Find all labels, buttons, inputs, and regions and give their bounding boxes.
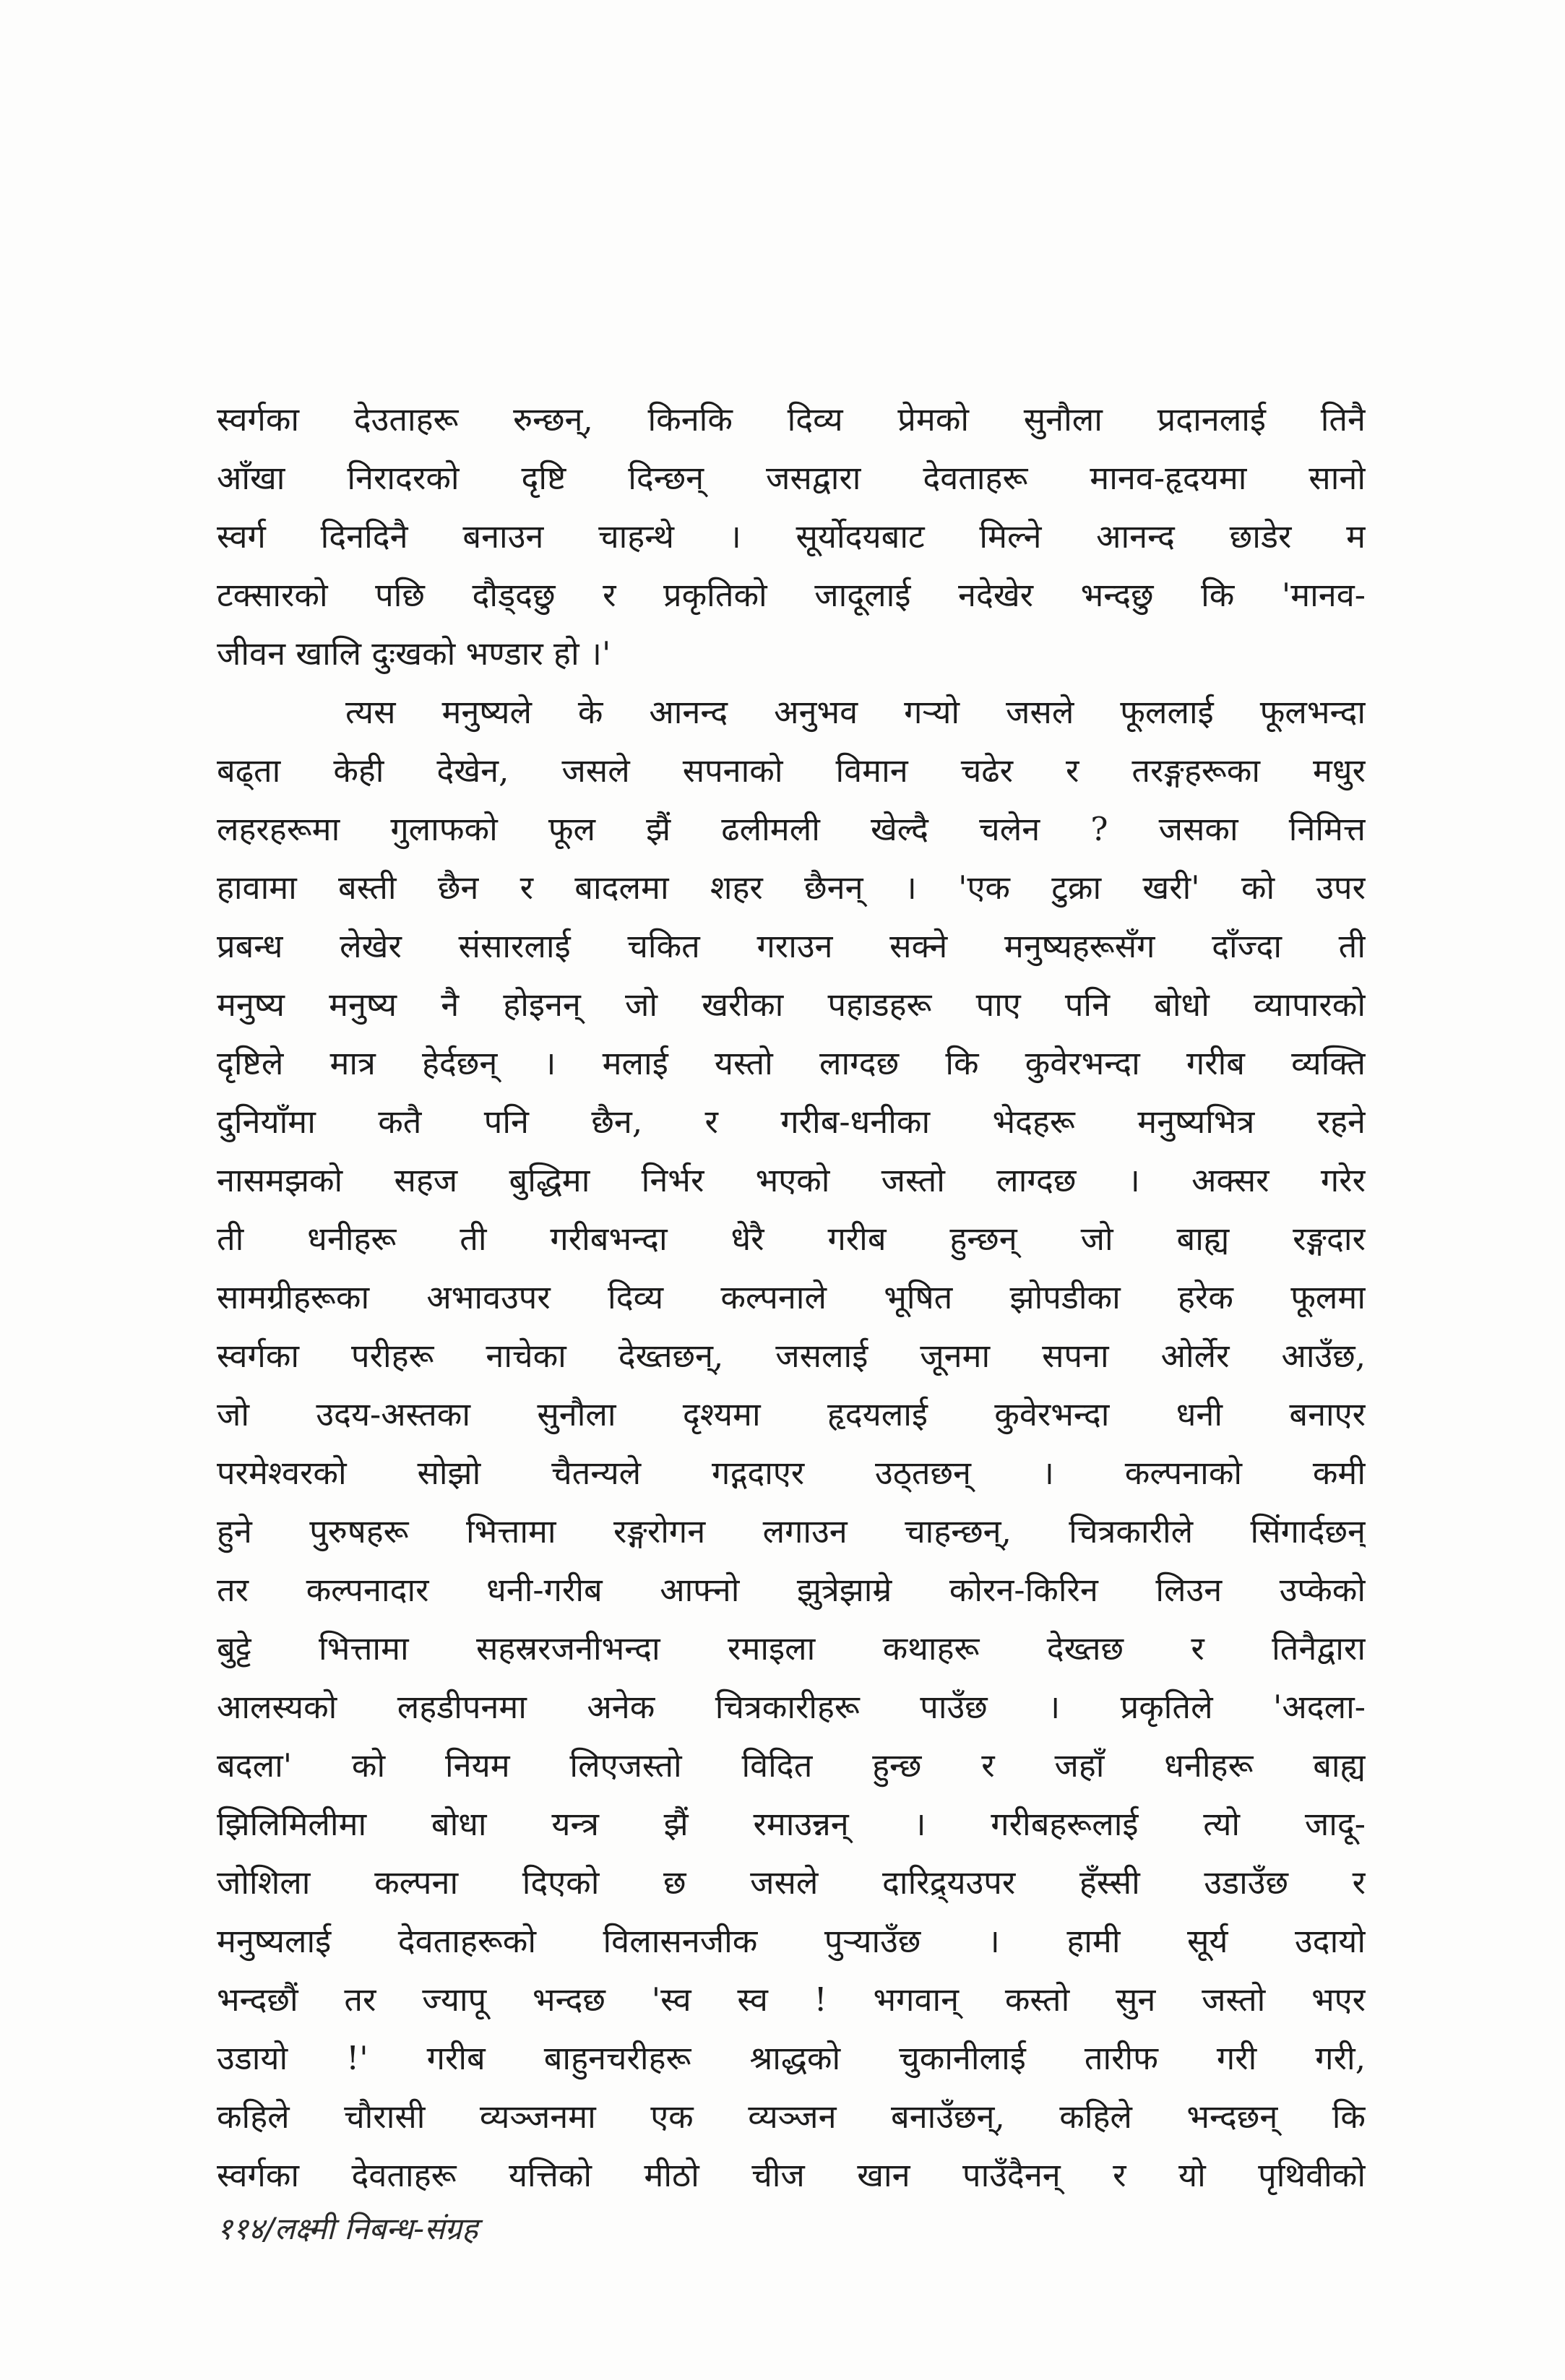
text-line: आँखा निरादरको दृष्टि दिन्छन् जसद्वारा देवताहरू मानव-हृदयमा सानो — [217, 459, 1366, 497]
text-line: हुने पुरुषहरू भित्तामा रङ्गरोगन लगाउन चाहन्छन्, चित्रकारीले सिंगार्दछन् — [217, 1512, 1366, 1551]
text-line: लहरहरूमा गुलाफको फूल झैं ढलीमली खेल्दै चलेन ? जसका निमित्त — [217, 810, 1366, 848]
text-line: मनुष्य मनुष्य नै होइनन् जो खरीका पहाडहरू पाए पनि बोधो व्यापारको — [217, 986, 1366, 1024]
text-line: टक्सारको पछि दौड्दछु र प्रकृतिको जादूलाई नदेखेर भन्दछु कि 'मानव- — [217, 576, 1366, 614]
page-number: ११४ — [217, 2211, 264, 2246]
text-line: बदला' को नियम लिएजस्तो विदित हुन्छ र जहाँ धनीहरू बाह्य — [217, 1746, 1366, 1785]
text-line: नासमझको सहज बुद्धिमा निर्भर भएको जस्तो लाग्दछ । अक्सर गरेर — [217, 1161, 1366, 1199]
text-line: दृष्टिले मात्र हेर्दछन् । मलाई यस्तो लाग्दछ कि कुवेरभन्दा गरीब व्यक्ति — [217, 1044, 1366, 1082]
text-line: भन्दछौं तर ज्यापू भन्दछ 'स्व स्व ! भगवान् कस्तो सुन जस्तो भएर — [217, 1980, 1366, 2019]
text-line: बढ्ता केही देखेन, जसले सपनाको विमान चढेर र तरङ्गहरूका मधुर — [217, 751, 1366, 790]
book-title: लक्ष्मी निबन्ध-संग्रह — [274, 2211, 478, 2246]
text-line: त्यस मनुष्यले के आनन्द अनुभव गर्‍यो जसले फूललाई फूलभन्दा — [345, 693, 1366, 731]
text-line: जो उदय-अस्तका सुनौला दृश्यमा हृदयलाई कुवेरभन्दा धनी बनाएर — [217, 1395, 1366, 1433]
text-line: सामग्रीहरूका अभावउपर दिव्य कल्पनाले भूषित झोपडीका हरेक फूलमा — [217, 1278, 1366, 1316]
text-line: आलस्यको लहडीपनमा अनेक चित्रकारीहरू पाउँछ । प्रकृतिले 'अदला- — [217, 1688, 1366, 1726]
footer-separator: / — [264, 2211, 275, 2246]
text-line: प्रबन्ध लेखेर संसारलाई चकित गराउन सक्ने मनुष्यहरूसँग दाँज्दा ती — [217, 927, 1366, 965]
page-footer — [217, 2207, 478, 2249]
text-line: बुट्टे भित्तामा सहस्ररजनीभन्दा रमाइला कथाहरू देख्तछ र तिनैद्वारा — [217, 1629, 1366, 1668]
body-text — [217, 390, 1366, 2204]
text-line: स्वर्गका देउताहरू रुन्छन्, किनकि दिव्य प्रेमको सुनौला प्रदानलाई तिनै — [217, 400, 1366, 439]
text-line: ती धनीहरू ती गरीबभन्दा धेरै गरीब हुन्छन् जो बाह्य रङ्गदार — [217, 1220, 1366, 1258]
text-line: तर कल्पनादार धनी-गरीब आफ्नो झुत्रेझाम्रे कोरन-किरिन लिउन उप्केको — [217, 1571, 1366, 1609]
text-line: मनुष्यलाई देवताहरूको विलासनजीक पुऱ्याउँछ । हामी सूर्य उदायो — [217, 1922, 1366, 1960]
text-line: जोशिला कल्पना दिएको छ जसले दारिद्र्यउपर हँस्सी उडाउँछ र — [217, 1863, 1366, 1902]
text-line: हावामा बस्ती छैन र बादलमा शहर छैनन् । 'एक टुक्रा खरी' को उपर — [217, 868, 1366, 907]
text-line: स्वर्गका देवताहरू यत्तिको मीठो चीज खान पाउँदैनन् र यो पृथिवीको — [217, 2156, 1366, 2194]
text-line: स्वर्गका परीहरू नाचेका देख्तछन्, जसलाई जूनमा सपना ओर्लेर आउँछ, — [217, 1337, 1366, 1375]
text-line: स्वर्ग दिनदिनै बनाउन चाहन्थे । सूर्योदयबाट मिल्ने आनन्द छाडेर म — [217, 517, 1366, 556]
text-line: परमेश्वरको सोझो चैतन्यले गद्गदाएर उठ्तछन् । कल्पनाको कमी — [217, 1454, 1366, 1492]
text-line: जीवन खालि दुःखको भण्डार हो ।' — [217, 634, 611, 673]
text-line: कहिले चौरासी व्यञ्जनमा एक व्यञ्जन बनाउँछन्, कहिले भन्दछन् कि — [217, 2097, 1366, 2136]
text-line: उडायो !' गरीब बाहुनचरीहरू श्राद्धको चुकानीलाई तारीफ गरी गरी, — [217, 2039, 1366, 2077]
text-line: दुनियाँमा कतै पनि छैन, र गरीब-धनीका भेदहरू मनुष्यभित्र रहने — [217, 1103, 1366, 1141]
text-line: झिलिमिलीमा बोधा यन्त्र झैं रमाउन्नन् । गरीबहरूलाई त्यो जादू- — [217, 1805, 1366, 1843]
